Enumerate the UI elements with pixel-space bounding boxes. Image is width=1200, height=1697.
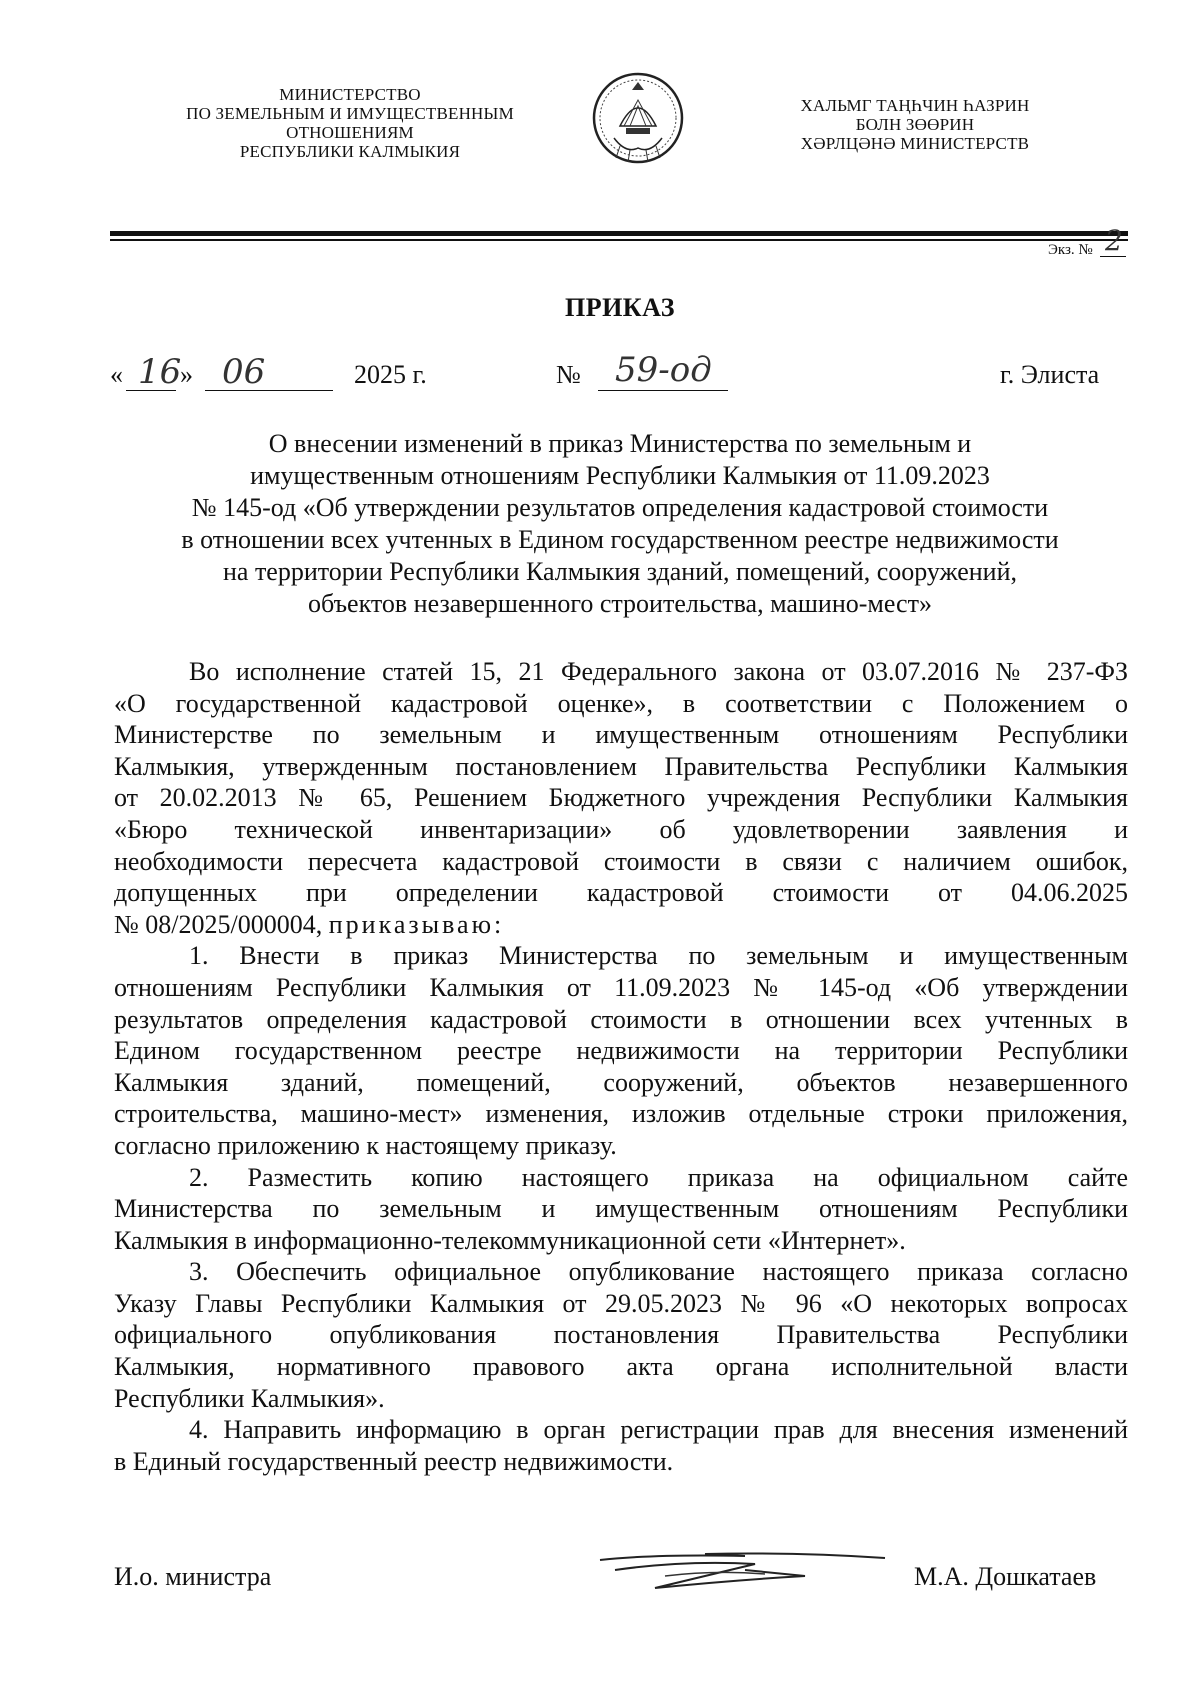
item-1-line: согласно приложению к настоящему приказу. xyxy=(114,1130,617,1160)
preamble-line: от 20.02.2013 № 65, Решением Бюджетного учреждения Республики Калмыкия xyxy=(114,783,1128,813)
item-1-line: Калмыкия зданий, помещений, сооружений, объектов незавершенного xyxy=(114,1067,1128,1097)
ministry-name-kalmyk: ХАЛЬМГ ТАҢҺЧИН ҺАЗРИН БОЛН ЗӨӨРИН ХӘРЛЦӘНӘ МИНИСТЕРСТВ xyxy=(800,96,1030,153)
preamble-line: «Бюро технической инвентаризации» об удовлетворении заявления и xyxy=(114,814,1128,844)
item-1-line: отношениям Республики Калмыкия от 11.09.2023 № 145-од «Об утверждении xyxy=(114,972,1128,1002)
copy-number-value: 2 xyxy=(1105,224,1123,257)
preamble-line: Калмыкия, утвержденным постановлением Правительства Республики Калмыкия xyxy=(114,751,1128,781)
preamble-line: «О государственной кадастровой оценке», в соответствии с Положением о xyxy=(114,688,1128,718)
item-4-line: в Единый государственный реестр недвижимости. xyxy=(114,1446,674,1476)
item-1-line: строительства, машино-мест» изменения, изложив отдельные строки приложения, xyxy=(114,1099,1128,1129)
item-3-line: 3. Обеспечить официальное опубликование настоящего приказа согласно xyxy=(189,1257,1128,1287)
item-1-line: результатов определения кадастровой стоимости в отношении всех учтенных в xyxy=(114,1004,1128,1034)
date-quote-open: « xyxy=(110,360,123,389)
date-year: 2025 г. xyxy=(354,360,427,389)
order-number-label: № xyxy=(556,360,581,389)
signatory-position: И.о. министра xyxy=(114,1562,272,1591)
date-day: 16 xyxy=(138,352,182,392)
order-number: 59-од xyxy=(615,350,712,390)
city: г. Элиста xyxy=(1000,360,1100,389)
handwritten-signature-icon xyxy=(595,1530,895,1600)
header-rule-thin xyxy=(110,239,1128,241)
kalmykia-coat-of-arms-icon xyxy=(590,70,686,170)
ministry-name-russian: МИНИСТЕРСТВО ПО ЗЕМЕЛЬНЫМ И ИМУЩЕСТВЕННЫМ ОТНОШЕНИЯМ РЕСПУБЛИКИ КАЛМЫКИЯ xyxy=(186,85,514,161)
item-3-line: Указу Главы Республики Калмыкия от 29.05.2023 № 96 «О некоторых вопросах xyxy=(114,1288,1128,1318)
item-4-line: 4. Направить информацию в орган регистрации прав для внесения изменений xyxy=(189,1415,1128,1445)
document-title: ПРИКАЗ xyxy=(564,293,676,322)
date-quote-close: » xyxy=(180,360,193,389)
header-rule-thick xyxy=(110,231,1128,236)
preamble-line: допущенных при определении кадастровой стоимости от 04.06.2025 xyxy=(114,878,1128,908)
item-2-line: Калмыкия в информационно-телекоммуникационной сети «Интернет». xyxy=(114,1225,906,1255)
item-3-line: Калмыкия, нормативного правового акта органа исполнительной власти xyxy=(114,1352,1128,1382)
item-1-line: 1. Внести в приказ Министерства по земельным и имущественным xyxy=(189,941,1128,971)
preamble-closing: № 08/2025/000004, приказываю: xyxy=(114,909,505,939)
copy-number-label: Экз. № xyxy=(1048,242,1093,258)
order-body xyxy=(114,656,1128,1477)
item-3-line: Республики Калмыкия». xyxy=(114,1383,385,1413)
order-word: приказываю: xyxy=(328,909,505,939)
signatory-name: М.А. Дошкатаев xyxy=(914,1562,1097,1591)
preamble-line: Министерстве по земельным и имущественным отношениям Республики xyxy=(114,720,1128,750)
preamble-line: Во исполнение статей 15, 21 Федерального закона от 03.07.2016 № 237-ФЗ xyxy=(189,657,1128,686)
order-subject: О внесении изменений в приказ Министерства по земельным и имущественным отношениям Республики Калмыкия от 11.09.2023 № 145-од «Об утверждении результатов определения кадастровой стоимости в отношении всех учтенных в Едином государственном реестре недвижимости на территории Республики Калмыкия зданий, помещений, сооружений, объектов незавершенного строительства, машино-мест» xyxy=(181,429,1059,618)
item-2-line: 2. Разместить копию настоящего приказа на официальном сайте xyxy=(189,1162,1128,1192)
item-2-line: Министерства по земельным и имущественным отношениям Республики xyxy=(114,1194,1128,1224)
item-3-line: официального опубликования постановления Правительства Республики xyxy=(114,1320,1128,1350)
preamble-line: необходимости пересчета кадастровой стоимости в связи с наличием ошибок, xyxy=(114,846,1128,876)
date-month: 06 xyxy=(222,352,266,392)
item-1-line: Едином государственном реестре недвижимости на территории Республики xyxy=(114,1036,1128,1066)
